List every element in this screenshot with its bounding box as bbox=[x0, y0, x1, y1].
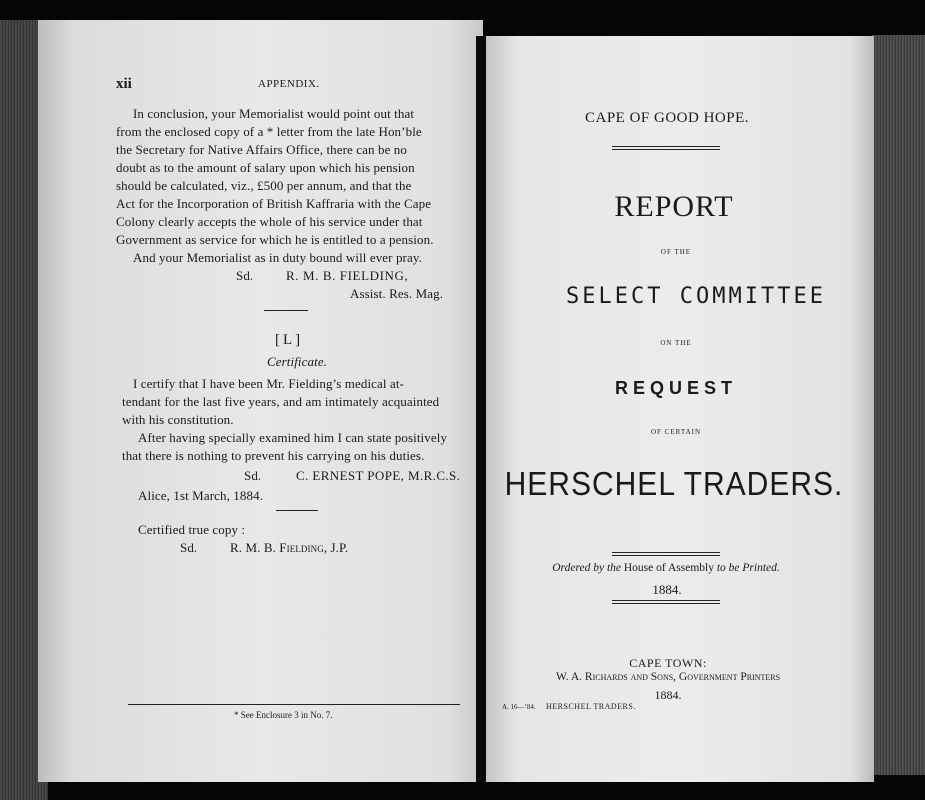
double-rule bbox=[612, 149, 720, 150]
memorial-line: Government as service for which he is entitled to a pension. bbox=[116, 232, 434, 247]
page-number: xii bbox=[116, 76, 132, 92]
right-page bbox=[486, 36, 874, 782]
memorial-line: the Secretary for Native Affairs Office, there can be no bbox=[116, 142, 407, 157]
connector-of-certain: OF CERTAIN bbox=[650, 428, 702, 436]
city-line: CAPE TOWN: bbox=[629, 656, 707, 670]
traders-title: HERSCHEL TRADERS. bbox=[504, 465, 844, 503]
signature-name: R. M. B. FIELDING, bbox=[286, 268, 409, 283]
memorial-line: doubt as to the amount of salary upon which his pension bbox=[116, 160, 415, 175]
double-rule bbox=[612, 603, 720, 604]
double-rule bbox=[612, 552, 720, 553]
certified-copy-line: Certified true copy : bbox=[138, 522, 246, 537]
signature-name: R. M. B. Fielding, J.P. bbox=[230, 540, 349, 555]
printer-line: W. A. Richards and Sons, Government Printers bbox=[555, 671, 781, 683]
memorial-line: And your Memorialist as in duty bound will ever pray. bbox=[133, 250, 422, 265]
connector-on-the: ON THE bbox=[660, 339, 692, 347]
left-page bbox=[38, 20, 483, 782]
signature-name: C. ERNEST POPE, M.R.C.S. bbox=[296, 468, 461, 483]
signature-sd: Sd. bbox=[180, 540, 198, 555]
date-line: Alice, 1st March, 1884. bbox=[138, 488, 264, 503]
report-year: 1884. bbox=[652, 582, 682, 597]
section-mark: [L] bbox=[275, 332, 304, 348]
memorial-line: Colony clearly accepts the whole of his service under that bbox=[116, 214, 423, 229]
memorial-line: from the enclosed copy of a * letter from the late Hon’ble bbox=[116, 124, 422, 139]
running-head: APPENDIX. bbox=[258, 78, 320, 90]
certificate-line: tendant for the last five years, and am intimately acquainted bbox=[122, 394, 440, 409]
memorial-line: In conclusion, your Memorialist would point out that bbox=[133, 106, 415, 121]
select-committee-title: SELECT COMMITTEE bbox=[566, 284, 826, 309]
ordered-line bbox=[486, 562, 846, 574]
book-page-edges-right bbox=[872, 35, 925, 775]
report-title: REPORT bbox=[614, 190, 734, 223]
signature-sd: Sd. bbox=[236, 268, 254, 283]
double-rule bbox=[612, 600, 720, 601]
request-title: REQUEST bbox=[614, 378, 737, 398]
printer-year: 1884. bbox=[654, 688, 682, 702]
signature-sd: Sd. bbox=[244, 468, 262, 483]
memorial-line: should be calculated, viz., £500 per annum, and that the bbox=[116, 178, 412, 193]
certificate-heading: Certificate. bbox=[267, 354, 328, 369]
footnote-rule bbox=[128, 704, 460, 705]
certificate-line: with his constitution. bbox=[122, 412, 234, 427]
connector-of-the: OF THE bbox=[660, 248, 692, 256]
imprint-title: HERSCHEL TRADERS. bbox=[546, 702, 636, 711]
certificate-line: that there is nothing to prevent his carrying on his duties. bbox=[122, 448, 425, 463]
divider-rule bbox=[276, 510, 318, 511]
certificate-line: After having specially examined him I can state positively bbox=[138, 430, 448, 445]
ordered-by: Ordered by the bbox=[552, 562, 621, 574]
house-of-assembly: House of Assembly bbox=[623, 562, 714, 574]
to-be-printed: to be Printed. bbox=[716, 562, 780, 574]
footnote: * See Enclosure 3 in No. 7. bbox=[234, 710, 333, 720]
double-rule bbox=[612, 146, 720, 147]
imprint-code: A. 16—’84. bbox=[502, 703, 536, 711]
double-rule bbox=[612, 555, 720, 556]
colony-heading: CAPE OF GOOD HOPE. bbox=[584, 110, 750, 126]
memorial-line: Act for the Incorporation of British Kaffraria with the Cape bbox=[116, 196, 432, 211]
certificate-line: I certify that I have been Mr. Fielding’s medical at- bbox=[133, 376, 404, 391]
signature-title: Assist. Res. Mag. bbox=[350, 286, 444, 301]
divider-rule bbox=[264, 310, 308, 311]
